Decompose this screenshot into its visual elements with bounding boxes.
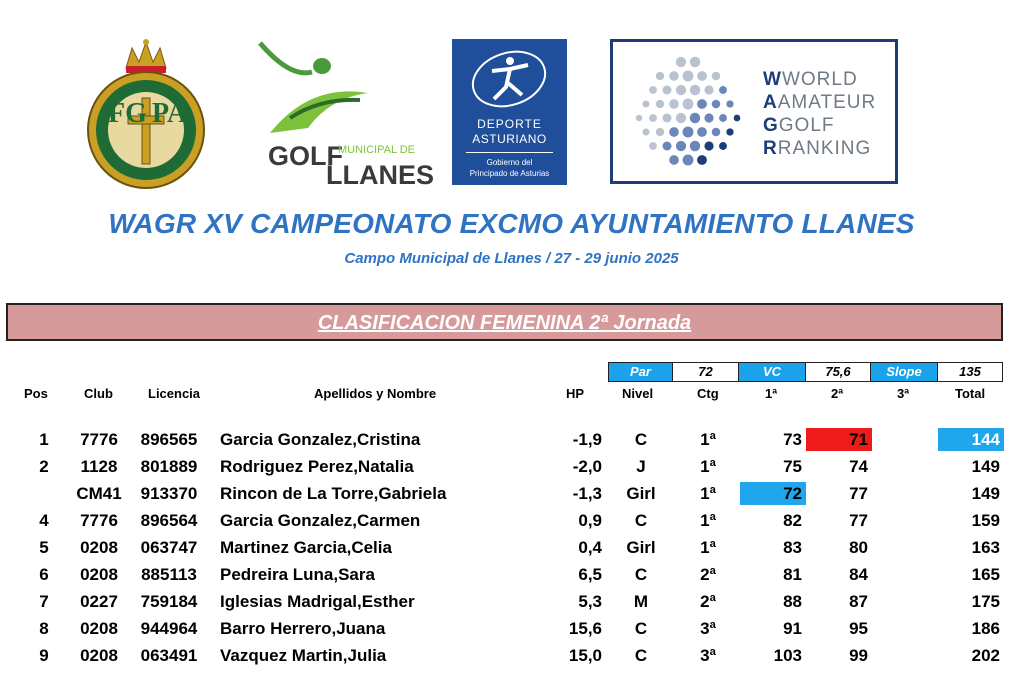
cell-licencia: 759184 xyxy=(140,592,198,611)
cell-r3 xyxy=(872,482,938,505)
cell-r3 xyxy=(872,644,938,667)
golf-ball-dot xyxy=(669,71,679,81)
cell-r3 xyxy=(872,617,938,640)
cell-r2: 77 xyxy=(849,484,868,503)
slope-label: Slope xyxy=(870,362,938,382)
cell-club: 7776 xyxy=(80,430,118,449)
golf-ball-dot xyxy=(642,100,649,107)
cell-nombre: Barro Herrero,Juana xyxy=(220,619,386,638)
cell-hp: -1,9 xyxy=(572,430,602,449)
cell-nivel: Girl xyxy=(626,484,656,503)
cell-licencia: 885113 xyxy=(141,565,197,584)
vc-value: 75,6 xyxy=(805,362,871,382)
slope-value: 135 xyxy=(937,362,1003,382)
classification-banner xyxy=(6,303,1003,341)
cell-r2: 87 xyxy=(849,592,868,611)
cell-r2: 80 xyxy=(849,538,868,557)
cell-nivel: C xyxy=(634,430,648,449)
cell-pos: 8 xyxy=(39,619,49,638)
cell-r1: 82 xyxy=(783,511,802,530)
cell-total: 144 xyxy=(938,428,1004,451)
golf-ball-dot xyxy=(712,72,721,81)
wagr-amateur: AMATEUR xyxy=(777,92,877,113)
fgpa-right-letters: PA xyxy=(152,98,188,129)
cell-nombre: Vazquez Martin,Julia xyxy=(220,646,387,665)
cell-club: 1128 xyxy=(80,457,118,476)
cell-nombre: Garcia Gonzalez,Cristina xyxy=(220,430,421,449)
cell-ctg: 1ª xyxy=(700,511,716,530)
golf-ball-dot xyxy=(656,128,664,136)
cell-pos: 4 xyxy=(39,511,49,530)
cell-licencia: 063747 xyxy=(140,538,198,557)
header-pos: Pos xyxy=(24,386,48,401)
golf-ball-dot xyxy=(712,128,721,137)
golf-ball-dot xyxy=(649,86,657,94)
cell-ctg: 1ª xyxy=(700,484,716,503)
cell-r1: 88 xyxy=(783,592,802,611)
par-value: 72 xyxy=(672,362,739,382)
golf-ball-dot xyxy=(726,128,733,135)
cell-hp: -2,0 xyxy=(572,457,602,476)
wagr-text: WWORLD AAMATEUR GGOLF RRANKING xyxy=(763,69,877,159)
header-club: Club xyxy=(84,386,113,401)
golf-ball-dot xyxy=(726,100,733,107)
golf-ball-dot xyxy=(669,99,679,109)
cell-hp: 0,9 xyxy=(578,511,602,530)
golf-ball-icon xyxy=(629,52,749,172)
cell-r3 xyxy=(872,563,938,586)
banner-text: CLASIFICACION FEMENINA 2ª Jornada xyxy=(317,312,692,334)
cell-club: 0208 xyxy=(80,538,118,557)
cell-hp: 15,6 xyxy=(568,619,602,638)
cell-club: 0208 xyxy=(80,619,118,638)
cell-club: 0227 xyxy=(80,592,118,611)
cell-r1: 73 xyxy=(783,430,802,449)
cell-club: 0208 xyxy=(80,646,118,665)
cell-pos: 5 xyxy=(39,538,49,557)
cell-nivel: C xyxy=(634,646,648,665)
deporte-line3: Gobierno del xyxy=(486,158,533,167)
cell-r1: 91 xyxy=(783,619,802,638)
header-r1: 1ª xyxy=(765,386,778,401)
cell-hp: 0,4 xyxy=(578,538,602,557)
cell-ctg: 3ª xyxy=(700,619,716,638)
deporte-line1: DEPORTE xyxy=(477,117,542,131)
golf-ball-dot xyxy=(697,155,707,165)
golf-ball-dot xyxy=(649,114,657,122)
cell-ctg: 1ª xyxy=(700,430,716,449)
cell-total: 149 xyxy=(971,484,1000,503)
golf-ball-dot xyxy=(690,113,700,123)
wagr-ranking: RANKING xyxy=(777,138,872,159)
cell-licencia: 896564 xyxy=(140,511,198,530)
golf-ball-dot xyxy=(676,141,686,151)
golf-ball-dot xyxy=(734,115,741,122)
deporte-line4: Principado de Asturias xyxy=(469,169,550,178)
cell-nombre: Garcia Gonzalez,Carmen xyxy=(220,511,421,530)
header-ctg: Ctg xyxy=(697,386,719,401)
par-label: Par xyxy=(608,362,673,382)
golf-ball-dot xyxy=(704,85,713,94)
deporte-asturiano-logo xyxy=(452,39,567,185)
llanes-llanes-word: LLANES xyxy=(326,160,434,190)
cell-ctg: 1ª xyxy=(700,457,716,476)
cell-nivel: C xyxy=(634,565,648,584)
cell-nombre: Martinez Garcia,Celia xyxy=(220,538,392,557)
cell-licencia: 944964 xyxy=(140,619,198,638)
golf-ball-dot xyxy=(704,141,713,150)
cell-r2: 71 xyxy=(806,428,872,451)
wagr-logo xyxy=(610,39,898,184)
cell-ctg: 2ª xyxy=(700,565,716,584)
cell-pos: 2 xyxy=(39,457,49,476)
header-r2: 2ª xyxy=(831,386,844,401)
cell-ctg: 1ª xyxy=(700,538,716,557)
golf-llanes-logo xyxy=(250,38,434,190)
fgpa-logo xyxy=(82,38,210,188)
golf-ball-dot xyxy=(642,128,649,135)
golf-ball-dot xyxy=(663,142,672,151)
golf-ball-dot xyxy=(704,113,713,122)
golf-ball-dot xyxy=(683,155,694,166)
cell-total: 202 xyxy=(971,646,1000,665)
cell-ctg: 2ª xyxy=(700,592,716,611)
deporte-line2: ASTURIANO xyxy=(472,132,547,146)
fgpa-left-letters: FG xyxy=(108,98,147,129)
cell-total: 165 xyxy=(971,565,1000,584)
golf-ball-dot xyxy=(663,86,672,95)
golf-ball-dot xyxy=(676,85,686,95)
golf-ball-dot xyxy=(649,142,657,150)
cell-ctg: 3ª xyxy=(700,646,716,665)
vc-label: VC xyxy=(738,362,806,382)
cell-nivel: Girl xyxy=(626,538,656,557)
header-licencia: Licencia xyxy=(148,386,201,401)
header-nombre: Apellidos y Nombre xyxy=(314,386,437,401)
cell-pos: 1 xyxy=(39,430,49,449)
golf-ball-dot xyxy=(669,127,679,137)
golf-ball-dot xyxy=(676,57,686,67)
golf-ball-dot xyxy=(690,57,700,67)
cell-pos: 6 xyxy=(39,565,49,584)
cell-nombre: Pedreira Luna,Sara xyxy=(220,565,375,584)
cell-r3 xyxy=(872,536,938,559)
cell-r3 xyxy=(872,509,938,532)
golf-ball-dot xyxy=(636,115,642,121)
cell-club: 7776 xyxy=(80,511,118,530)
cell-licencia: 913370 xyxy=(140,484,198,503)
cell-r2: 77 xyxy=(849,511,868,530)
wagr-golf: GOLF xyxy=(778,115,835,136)
header-hp: HP xyxy=(566,386,585,401)
cell-total: 149 xyxy=(971,457,1000,476)
golf-ball-dot xyxy=(697,99,707,109)
header-r3: 3ª xyxy=(897,386,910,401)
cell-r1: 103 xyxy=(773,646,802,665)
golf-ball-dot xyxy=(683,71,694,82)
golf-ball-dot xyxy=(690,141,700,151)
cell-club: 0208 xyxy=(80,565,118,584)
cell-licencia: 801889 xyxy=(140,457,198,476)
cell-nivel: C xyxy=(634,511,648,530)
cell-club: CM41 xyxy=(76,484,122,503)
golf-ball-dot xyxy=(683,99,694,110)
golf-ball-dot xyxy=(690,85,700,95)
cell-hp: 15,0 xyxy=(568,646,602,665)
cell-total: 163 xyxy=(971,538,1000,557)
cell-r1: 75 xyxy=(783,457,802,476)
llanes-golf-word: GOLF xyxy=(268,141,343,171)
cell-r2: 99 xyxy=(849,646,868,665)
page-title: WAGR XV CAMPEONATO EXCMO AYUNTAMIENTO LLANES xyxy=(108,208,915,239)
cell-pos: 7 xyxy=(39,592,49,611)
cell-nombre: Rodriguez Perez,Natalia xyxy=(220,457,414,476)
cell-nombre: Iglesias Madrigal,Esther xyxy=(220,592,415,611)
golf-ball-dot xyxy=(697,71,707,81)
cell-pos: 9 xyxy=(39,646,49,665)
golf-ball-dot xyxy=(683,127,694,138)
cell-total: 159 xyxy=(971,511,1000,530)
golf-ball-dot xyxy=(697,127,707,137)
cell-r1: 72 xyxy=(740,482,806,505)
cell-r3 xyxy=(872,455,938,478)
cell-r2: 84 xyxy=(849,565,868,584)
cell-hp: -1,3 xyxy=(572,484,602,503)
cell-r3 xyxy=(872,590,938,613)
page-subtitle: Campo Municipal de Llanes / 27 - 29 junio 2025 xyxy=(344,250,679,267)
cell-r1: 83 xyxy=(783,538,802,557)
cell-r2: 95 xyxy=(849,619,868,638)
golf-ball-dot xyxy=(669,155,679,165)
cell-r2: 74 xyxy=(849,457,868,476)
golf-ball-dot xyxy=(656,72,664,80)
cell-r1: 81 xyxy=(783,565,802,584)
header-nivel: Nivel xyxy=(622,386,654,401)
golf-ball-dot xyxy=(719,142,727,150)
cell-nombre: Rincon de La Torre,Gabriela xyxy=(220,484,447,503)
header-total: Total xyxy=(955,386,986,401)
cell-nivel: J xyxy=(636,457,646,476)
golf-ball-dot xyxy=(719,86,727,94)
golf-ball-dot xyxy=(656,100,664,108)
cell-pos xyxy=(37,482,51,505)
cell-nivel: M xyxy=(633,592,649,611)
cell-total: 186 xyxy=(971,619,1000,638)
cell-licencia: 063491 xyxy=(140,646,198,665)
cell-licencia: 896565 xyxy=(140,430,198,449)
golf-ball-dot xyxy=(712,100,721,109)
golf-ball-dot xyxy=(663,114,672,123)
golf-ball-dot xyxy=(719,114,727,122)
deporte-separator xyxy=(466,152,553,153)
llanes-municipal-word: MUNICIPAL DE xyxy=(338,144,416,156)
cell-r3 xyxy=(872,428,938,451)
golf-ball-dot xyxy=(676,113,686,123)
cell-hp: 5,3 xyxy=(578,592,602,611)
cell-total: 175 xyxy=(971,592,1000,611)
cell-hp: 6,5 xyxy=(578,565,602,584)
wagr-world: WORLD xyxy=(781,69,858,90)
cell-nivel: C xyxy=(634,619,648,638)
